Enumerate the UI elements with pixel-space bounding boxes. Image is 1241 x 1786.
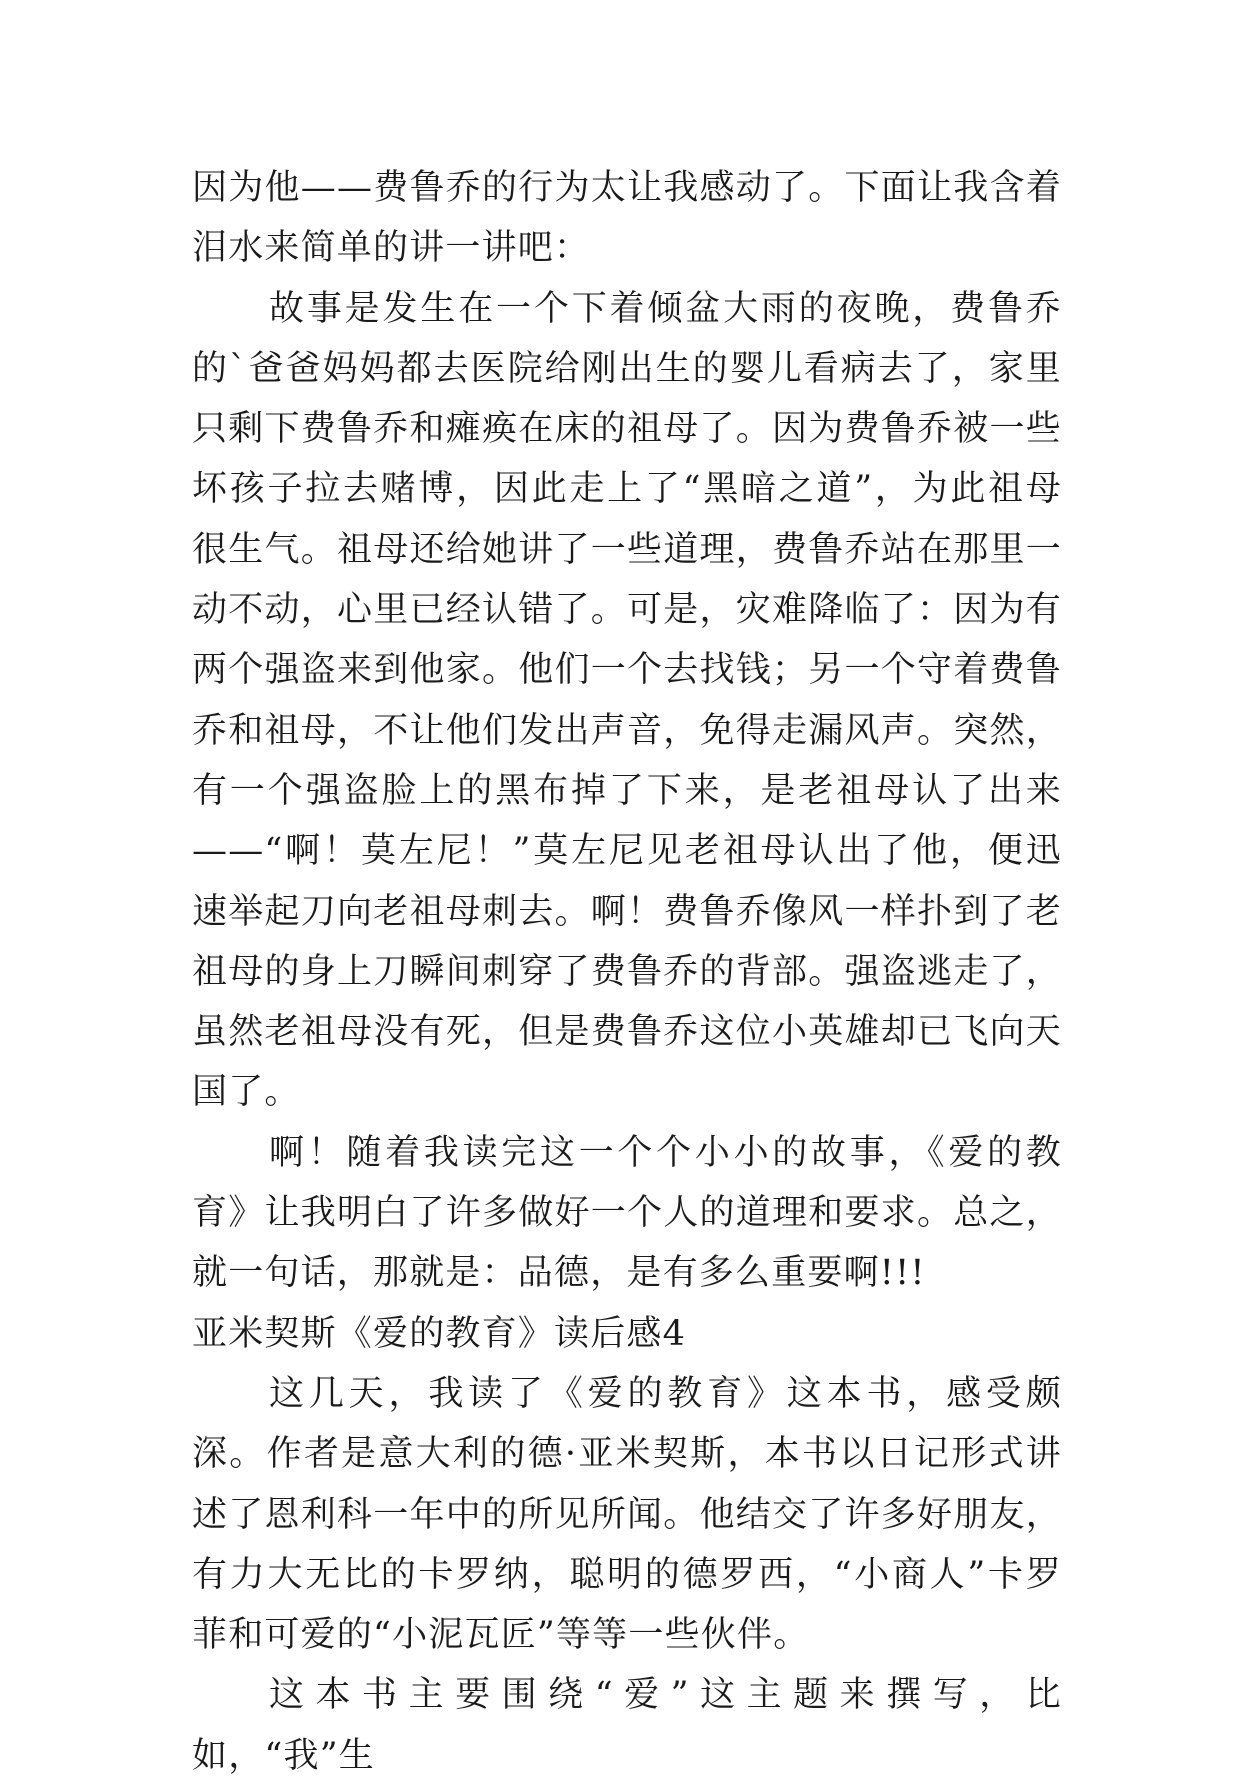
- document-body: [192, 158, 1062, 1786]
- paragraph-story: 故事是发生在一个下着倾盆大雨的夜晚，费鲁乔的`爸爸妈妈都去医院给刚出生的婴儿看病去了，家里只剩下费鲁乔和瘫痪在床的祖母了。因为费鲁乔被一些坏孩子拉去赌博，因此走上了“黑暗之道”，为此祖母很生气。祖母还给她讲了一些道理，费鲁乔站在那里一动不动，心里已经认错了。可是，灾难降临了：因为有两个强盗来到他家。他们一个去找钱；另一个守着费鲁乔和祖母，不让他们发出声音，免得走漏风声。突然，有一个强盗脸上的黑布掉了下来，是老祖母认了出来——“啊！莫左尼！”莫左尼见老祖母认出了他，便迅速举起刀向老祖母刺去。啊！费鲁乔像风一样扑到了老祖母的身上刀瞬间刺穿了费鲁乔的背部。强盗逃走了，虽然老祖母没有死，但是费鲁乔这位小英雄却已飞向天国了。: [192, 288, 1062, 1113]
- paragraph-theme: 这本书主要围绕“爱”这主题来撰写，比如，“我”生: [192, 1675, 1062, 1776]
- paragraph-intro: 因为他——费鲁乔的行为太让我感动了。下面让我含着泪水来简单的讲一讲吧：: [192, 168, 1062, 269]
- section-heading: 亚米契斯《爱的教育》读后感4: [192, 1313, 687, 1354]
- paragraph-conclusion: 啊！随着我读完这一个个小小的故事，《爱的教育》让我明白了许多做好一个人的道理和要求。总之，就一句话，那就是：品德，是有多么重要啊!!!: [192, 1132, 1062, 1294]
- paragraph-book-intro: 这几天，我读了《爱的教育》这本书，感受颇深。作者是意大利的德·亚米契斯，本书以日记形式讲述了恩利科一年中的所见所闻。他结交了许多好朋友，有力大无比的卡罗纳，聪明的德罗西，“小商人”卡罗菲和可爱的“小泥瓦匠”等等一些伙伴。: [192, 1373, 1062, 1656]
